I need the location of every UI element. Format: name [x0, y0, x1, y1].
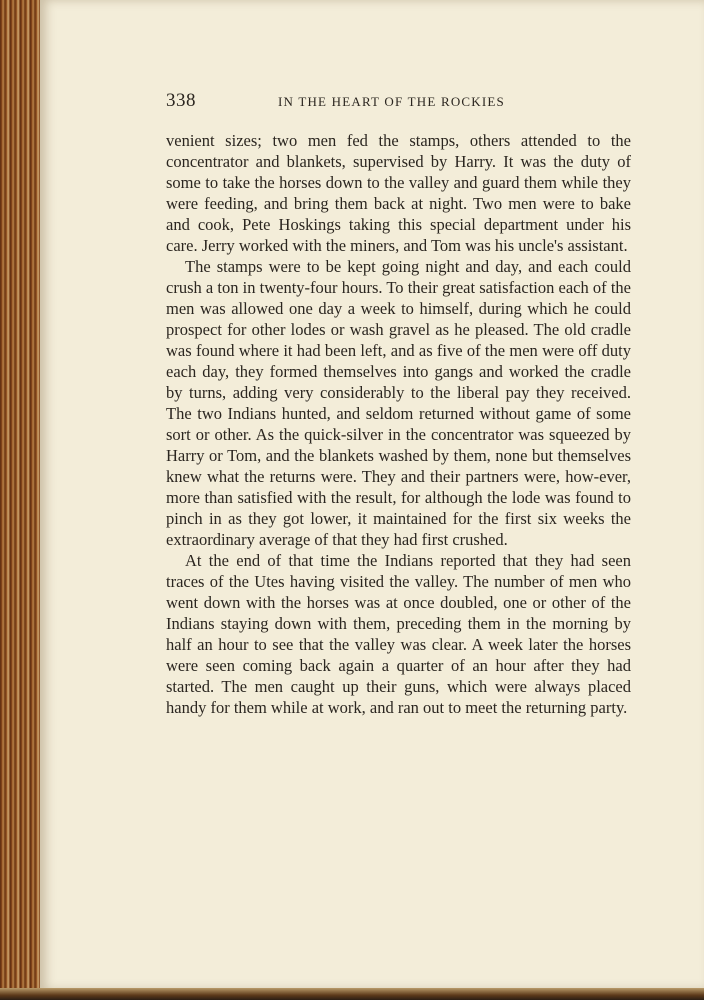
paragraph: At the end of that time the Indians reported that they had seen traces of the Utes having visited the valley. The number of men who went down with the horses was at once doubled, one or other of the Indians staying down with them, preceding them in the morning by half an hour to see that the valley was clear. A week later the horses were seen coming back again a quarter of an hour after they had started. The men caught up their guns, which were always placed handy for them while at work, and ran out to meet the returning party.	[166, 551, 631, 717]
paragraph: venient sizes; two men fed the stamps, others attended to the concentrator and blankets, supervised by Harry. It was the duty of some to take the horses down to the valley and guard them while they were feeding, and bring them back at night. Two men were to bake and cook, Pete Hoskings taking this special department under his care. Jerry worked with the miners, and Tom was his uncle's assistant.	[166, 131, 631, 255]
page-header	[166, 90, 636, 114]
body-text	[166, 130, 631, 718]
page-number: 338	[166, 90, 196, 111]
running-head: IN THE HEART OF THE ROCKIES	[278, 94, 505, 109]
page-edges	[0, 0, 40, 1000]
bottom-edge	[0, 988, 704, 1000]
paragraph: The stamps were to be kept going night and day, and each could crush a ton in twenty-four hours. To their great satisfaction each of the men was allowed one day a week to himself, during which he could prospect for other lodes or wash gravel as he pleased. The old cradle was found where it had been left, and as five of the men were off duty each day, they formed themselves into gangs and worked the cradle by turns, adding very considerably to the liberal pay they received. The two Indians hunted, and seldom returned without game of some sort or other. As the quick-silver in the concentrator was squeezed by Harry or Tom, and the blankets washed by them, none but themselves knew what the returns were. They and their partners were, how-ever, more than satisfied with the result, for although the lode was found to pinch in as they got lower, it maintained for the first six weeks the extraordinary average of that they had first crushed.	[166, 257, 631, 549]
